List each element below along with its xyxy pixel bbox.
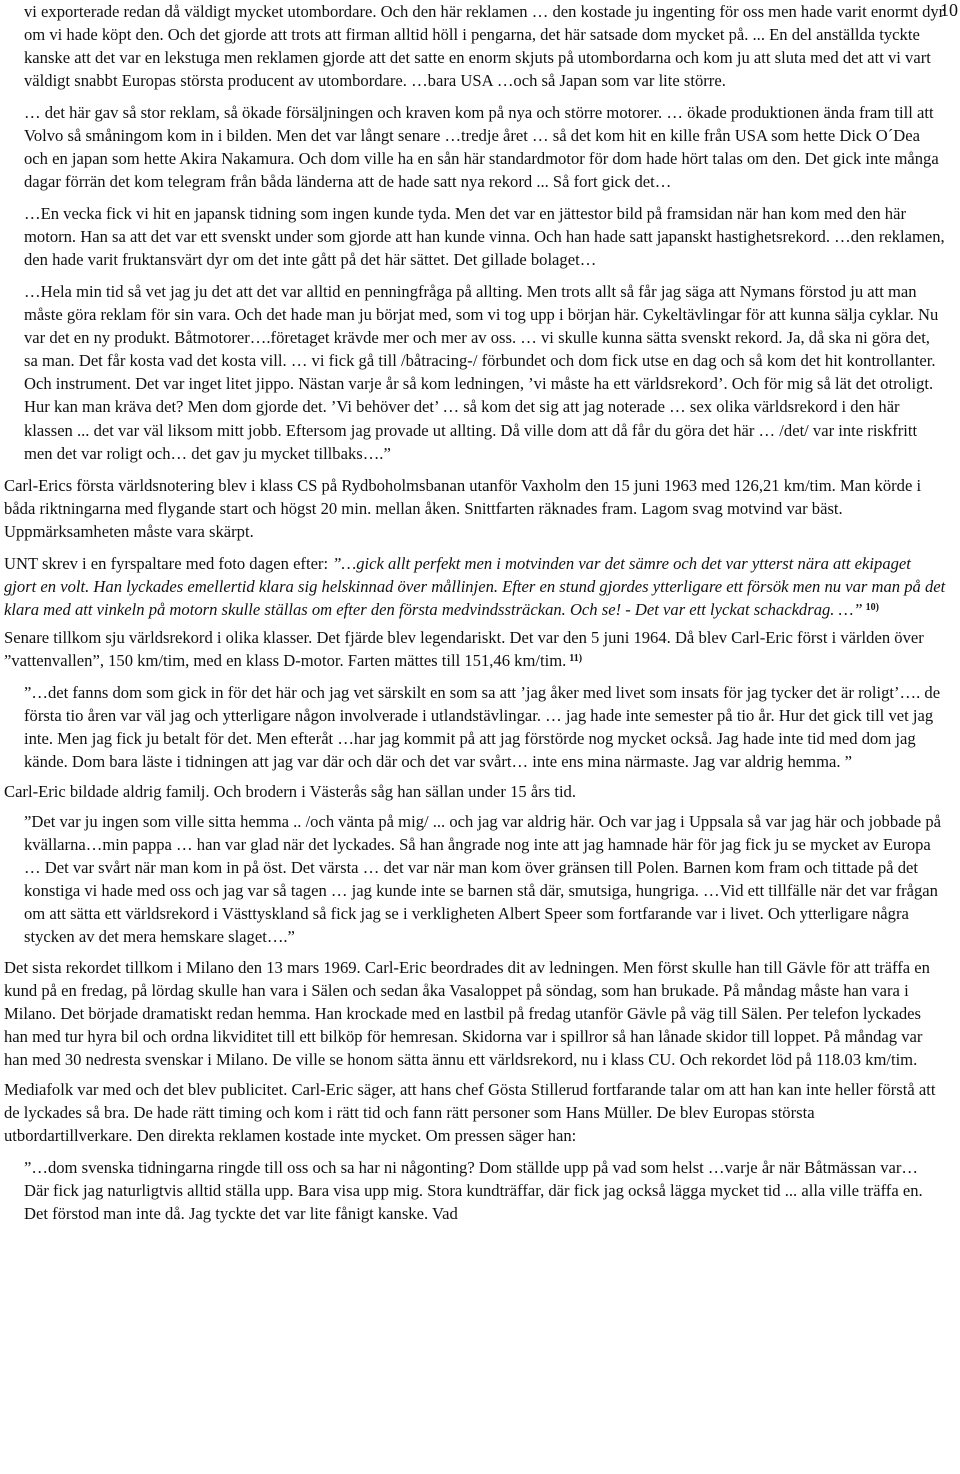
- page-number: 10: [940, 0, 958, 20]
- paragraph-quote-6: ”Det var ju ingen som ville sitta hemma .. /och vänta på mig/ ... och jag var aldrig här. Och var jag i Uppsala så var jag här och jobbade på kvällarna…min pappa … han var glad när det lyckades. Så han ångrade nog inte att jag hamnade här för jag fick ju se mycket av Europa … Det var svårt när man kom in på öst. Det värsta … det var när man kom över gränsen till Polen. Barnen kom fram och tittade på det konstiga vi hade med oss och jag var så tagen … jag kunde inte se barnen stå där, smutsiga, hungriga. …Vid ett tillfälle när det var frågan om att sätta ett världsrekord i Västtyskland så fick jag se i verkligheten Albert Speer som fortfarande var i livet. Och ytterligare några stycken av det mera hemskare slaget….”: [24, 812, 941, 947]
- paragraph-media: Mediafolk var med och det blev publicitet. Carl-Eric säger, att hans chef Gösta Stillerud fortfarande talar om att han kan inte heller förstå att de lyckades så bra. De hade rätt timing och kom i rätt tid och fann rätt personer som Hans Müller. De blev Europas största utbordartillverkare. Den direkta reklamen kostade inte mycket. Om pressen säger han:: [4, 1080, 936, 1146]
- paragraph-quote-1: vi exporterade redan då väldigt mycket utombordare. Och den här reklamen … den kostade ju ingenting för oss men hade varit enormt dyr om vi hade köpt den. Och det gjorde att trots att firman alltid höll i pengarna, det här satsade dom mycket på. ... En del anställda tyckte kanske att det var en lekstuga men reklamen gjorde att det satte en enorm skjuts på utombordarna och kom ju att sluta med det att vi vart väldigt snabbt Europas största producent av utombordare. …bara USA …och så Japan som var lite större.: [24, 2, 945, 91]
- paragraph-milano: Det sista rekordet tillkom i Milano den 13 mars 1969. Carl-Eric beordrades dit av ledningen. Men först skulle han till Gävle för att träffa en kund på en fredag, på lördag skulle han vara i Sälen och sedan åka Vasaloppet på söndag, som han brukade. På måndag måste han vara i Milano. Det började dramatiskt redan hemma. Han krockade med en lastbil på fredag utanför Gävle på väg till Sälen. Per telefon lyckades han med tur hyra bil och ordna likviditet till ett bilköp för hemresan. Skidorna var i spillror så han lånade skidor till loppet. På måndag var han med 30 nedresta svenskar i Milano. De ville se honom sätta ännu ett världsrekord, nu i klass CU. Och rekordet löd på 118.03 km/tim.: [4, 958, 930, 1070]
- paragraph-family: Carl-Eric bildade aldrig familj. Och brodern i Västerås såg han sällan under 15 års tid.: [4, 782, 576, 801]
- footnote-ref-10: 10): [865, 602, 879, 614]
- record-1964-text: Senare tillkom sju världsrekord i olika klasser. Det fjärde blev legendariskt. Det var den 5 juni 1964. Då blev Carl-Eric först i världen över ”vattenvallen”, 150 km/tim, med en klass D-motor. Farten mättes till 151,46 km/tim.: [4, 628, 924, 671]
- paragraph-record-1964: [4, 626, 946, 672]
- paragraph-quote-3: …En vecka fick vi hit en japansk tidning som ingen kunde tyda. Men det var en jättestor bild på framsidan när han kom med den här motorn. Han sa att det var ett svenskt under som gjorde att han kunde vinna. Och han hade satt japanskt hastighetsrekord. …den reklamen, den hade varit fruktansvärt dyr om det inte gått på det här sättet. Det gillade bolaget…: [24, 204, 945, 270]
- paragraph-quote-5: ”…det fanns dom som gick in för det här och jag vet särskilt en som sa att ’jag åker med livet som insats för jag tycker det är roligt’…. de första tio åren var väl jag och ytterligare någon involverade i utlandstävlingar. … jag hade inte semester på tio år. Hur det gick till vet jag inte. Men jag fick ju betalt för det. Men efteråt …har jag kommit på att jag förstörde nog mycket också. Jag hade inte tid med dom jag kände. Dom bara läste i tidningen att jag var där och där och det var svårt… inte ens mina närmaste. Jag var aldrig hemma. ”: [24, 683, 941, 772]
- paragraph-unt: [4, 552, 946, 621]
- footnote-ref-11: 11): [569, 653, 583, 665]
- paragraph-record-1963: Carl-Erics första världsnotering blev i klass CS på Rydboholmsbanan utanför Vaxholm den 15 juni 1963 med 126,21 km/tim. Man körde i båda riktningarna med flygande start och högst 20 min. mellan åken. Snittfarten räknades fram. Lagom svag motvind var bäst. Uppmärksamheten måste vara skärpt.: [4, 476, 922, 542]
- paragraph-quote-2: … det här gav så stor reklam, så ökade försäljningen och kraven kom på nya och större motorer. … ökade produktionen ända fram till att Volvo så småningom kom in i bilden. Men det var långt senare …tredje året … så det kom hit en kille från USA som hette Dick O´Dea och en japan som hette Akira Nakamura. Och dom ville ha en sån här standardmotor för dom hade hört talas om den. Det gick inte många dagar förrän det kom telegram från båda länderna att de hade satt nya rekord ... Så fort gick det…: [24, 103, 939, 192]
- unt-intro: UNT skrev i en fyrspaltare med foto dagen efter:: [4, 554, 329, 573]
- paragraph-quote-4: …Hela min tid så vet jag ju det att det var alltid en penningfråga på allting. Men trots allt så får jag säga att Nymans förstod ju att man måste göra reklam för sin vara. Och det hade man ju börjat med, som vi tog upp i början här. Cykeltävlingar för att kunna sälja cyklar. Nu var det en ny produkt. Båtmotorer….företaget krävde mer och mer av oss. … vi skulle kunna sätta svenskt rekord. Ja, då ska ni göra det, sa man. Det får kosta vad det kosta vill. … vi fick gå till /båtracing-/ förbundet och dom fick utse en dag och så kom det hit kontrollanter. Och instrument. Det var inget litet jippo. Nästan varje år så kom ledningen, ’vi måste ha ett världsrekord’. Och för mig så lät det otroligt. Hur kan man kräva det? Men dom gjorde det. ’Vi behöver det’ … så kom det sig att jag noterade … sex olika världsrekord i den här klassen ... det var väl liksom mitt jobb. Eftersom jag provade ut allting. Då ville dom att då får du göra det här … /det/ var inte riskfritt men det var roligt och… det gav ju mycket tillbaks….”: [24, 282, 939, 463]
- unt-quote: ”…gick allt perfekt men i motvinden var det sämre och det var ytterst nära att ekipaget gjort en volt. Han lyckades emellertid klara sig helskinnad över mållinjen. Efter en stund gjordes ytterligare ett försök men nu var man på det klara med att vinkeln på motorn skulle ställas om efter den första medvindssträckan. Och se! - Det var ett lyckat schackdrag. …”: [4, 554, 946, 620]
- paragraph-quote-7: ”…dom svenska tidningarna ringde till oss och sa har ni någonting? Dom ställde upp på vad som helst …varje år när Båtmässan var… Där fick jag naturligtvis alltid ställa upp. Bara visa upp mig. Stora kundträffar, där fick jag också lägga mycket tid ... alla ville träffa en. Det förstod man inte då. Jag tyckte det var lite fånigt kanske. Vad: [24, 1158, 923, 1224]
